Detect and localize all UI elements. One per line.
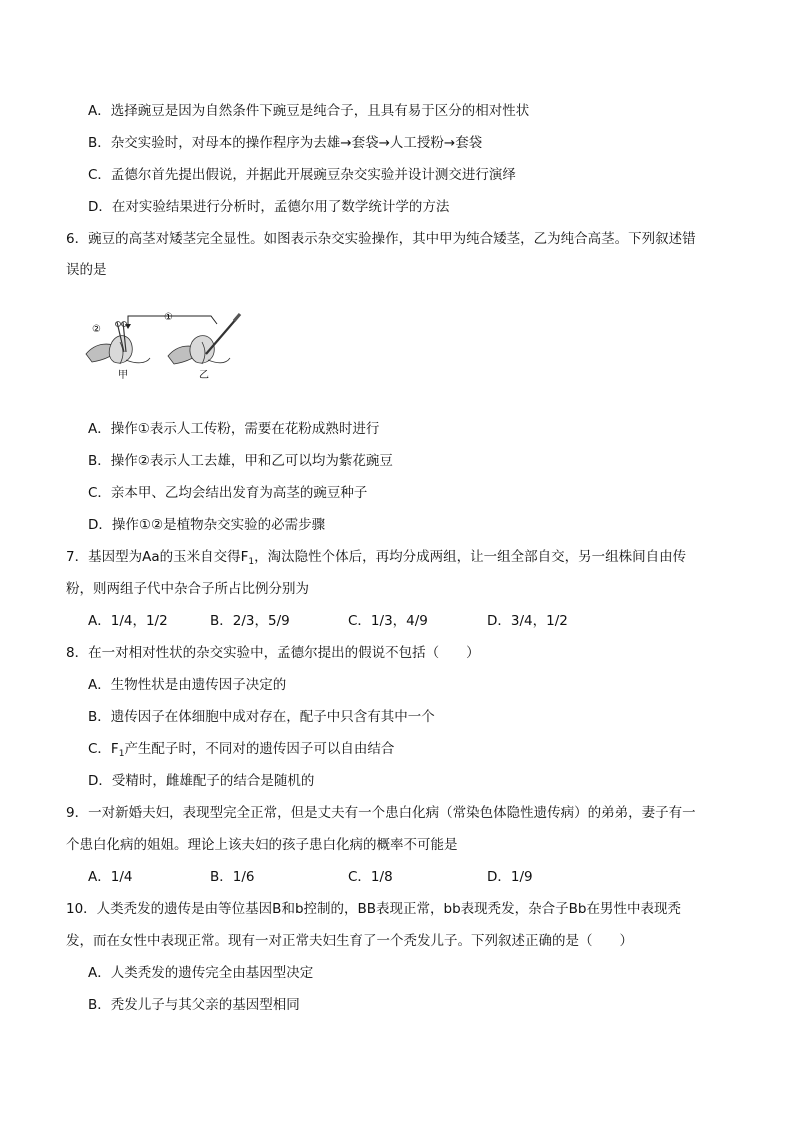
q8-stem: 8．在一对相对性状的杂交实验中，孟德尔提出的假说不包括（ ） (66, 645, 480, 661)
q9-stem-line1: 9．一对新婚夫妇，表现型完全正常，但是丈夫有一个患白化病（常染色体隐性遗传病）的弟弟，妻子有一 (66, 805, 696, 821)
q6-option-d: D．操作①②是植物杂交实验的必需步骤 (88, 517, 326, 533)
label-jia: 甲 (118, 370, 128, 381)
step-2-label: ② (92, 324, 101, 335)
q10-stem-line1: 10．人类秃发的遗传是由等位基因B和b控制的，BB表现正常，bb表现秃发，杂合子Bb在男性中表现秃 (66, 901, 682, 917)
q8-option-c: C．$F_1$产生配子时，不同对的遗传因子可以自由结合 (88, 741, 395, 759)
q9-option-b: B．1/6 (210, 869, 255, 885)
q7-option-a: A．1/4，1/2 (88, 613, 168, 629)
q9-option-c: C．1/8 (348, 869, 393, 885)
arrow-head-icon (125, 324, 131, 329)
pea-cross-illustration (84, 312, 254, 382)
q6-option-c: C．亲本甲、乙均会结出发育为高茎的豌豆种子 (88, 485, 368, 501)
label-yi: 乙 (199, 370, 209, 381)
q8-option-b: B．遗传因子在体细胞中成对存在，配子中只含有其中一个 (88, 709, 435, 725)
brush-icon (206, 318, 237, 354)
q9-option-d: D．1/9 (487, 869, 533, 885)
q5-option-d: D．在对实验结果进行分析时，孟德尔用了数学统计学的方法 (88, 199, 450, 215)
flower-yi (168, 314, 240, 364)
q9-stem-line2: 个患白化病的姐姐。理论上该夫妇的孩子患白化病的概率不可能是 (66, 837, 458, 853)
q6-option-b: B．操作②表示人工去雄，甲和乙可以均为紫花豌豆 (88, 453, 393, 469)
step-1-label: ① (164, 312, 173, 323)
q8-option-a: A．生物性状是由遗传因子决定的 (88, 677, 287, 693)
q10-stem-line2: 发，而在女性中表现正常。现有一对正常夫妇生育了一个秃发儿子。下列叙述正确的是（ ） (66, 933, 633, 949)
q7-option-b: B．2/3，5/9 (210, 613, 290, 629)
q8-option-d: D．受精时，雌雄配子的结合是随机的 (88, 773, 315, 789)
q5-option-b: B．杂交实验时，对母本的操作程序为去雄→套袋→人工授粉→套袋 (88, 135, 483, 151)
q5-option-a: A．选择豌豆是因为自然条件下豌豆是纯合子，且具有易于区分的相对性状 (88, 103, 530, 119)
q7-option-c: C．1/3，4/9 (348, 613, 428, 629)
q6-stem-line2: 误的是 (66, 262, 107, 278)
q6-option-a: A．操作①表示人工传粉，需要在花粉成熟时进行 (88, 421, 380, 437)
subscript: 1 (118, 749, 125, 759)
q10-option-a: A．人类秃发的遗传完全由基因型决定 (88, 965, 314, 981)
q6-stem-line1: 6．豌豆的高茎对矮茎完全显性。如图表示杂交实验操作，其中甲为纯合矮茎，乙为纯合高茎。下列叙述错 (66, 231, 696, 247)
subscript: 1 (248, 557, 255, 567)
q7-stem-line1: 7．基因型为Aa的玉米自交得$F_1$，淘汰隐性个体后，再均分成两组，让一组全部自交，另一组株间自由传 (66, 549, 687, 567)
q10-option-b: B．秃发儿子与其父亲的基因型相同 (88, 997, 300, 1013)
q7-stem-line2: 粉，则两组子代中杂合子所占比例分别为 (66, 581, 309, 597)
q9-option-a: A．1/4 (88, 869, 133, 885)
q5-option-c: C．孟德尔首先提出假说，并据此开展豌豆杂交实验并设计测交进行演绎 (88, 167, 516, 183)
q7-option-d: D．3/4，1/2 (487, 613, 568, 629)
